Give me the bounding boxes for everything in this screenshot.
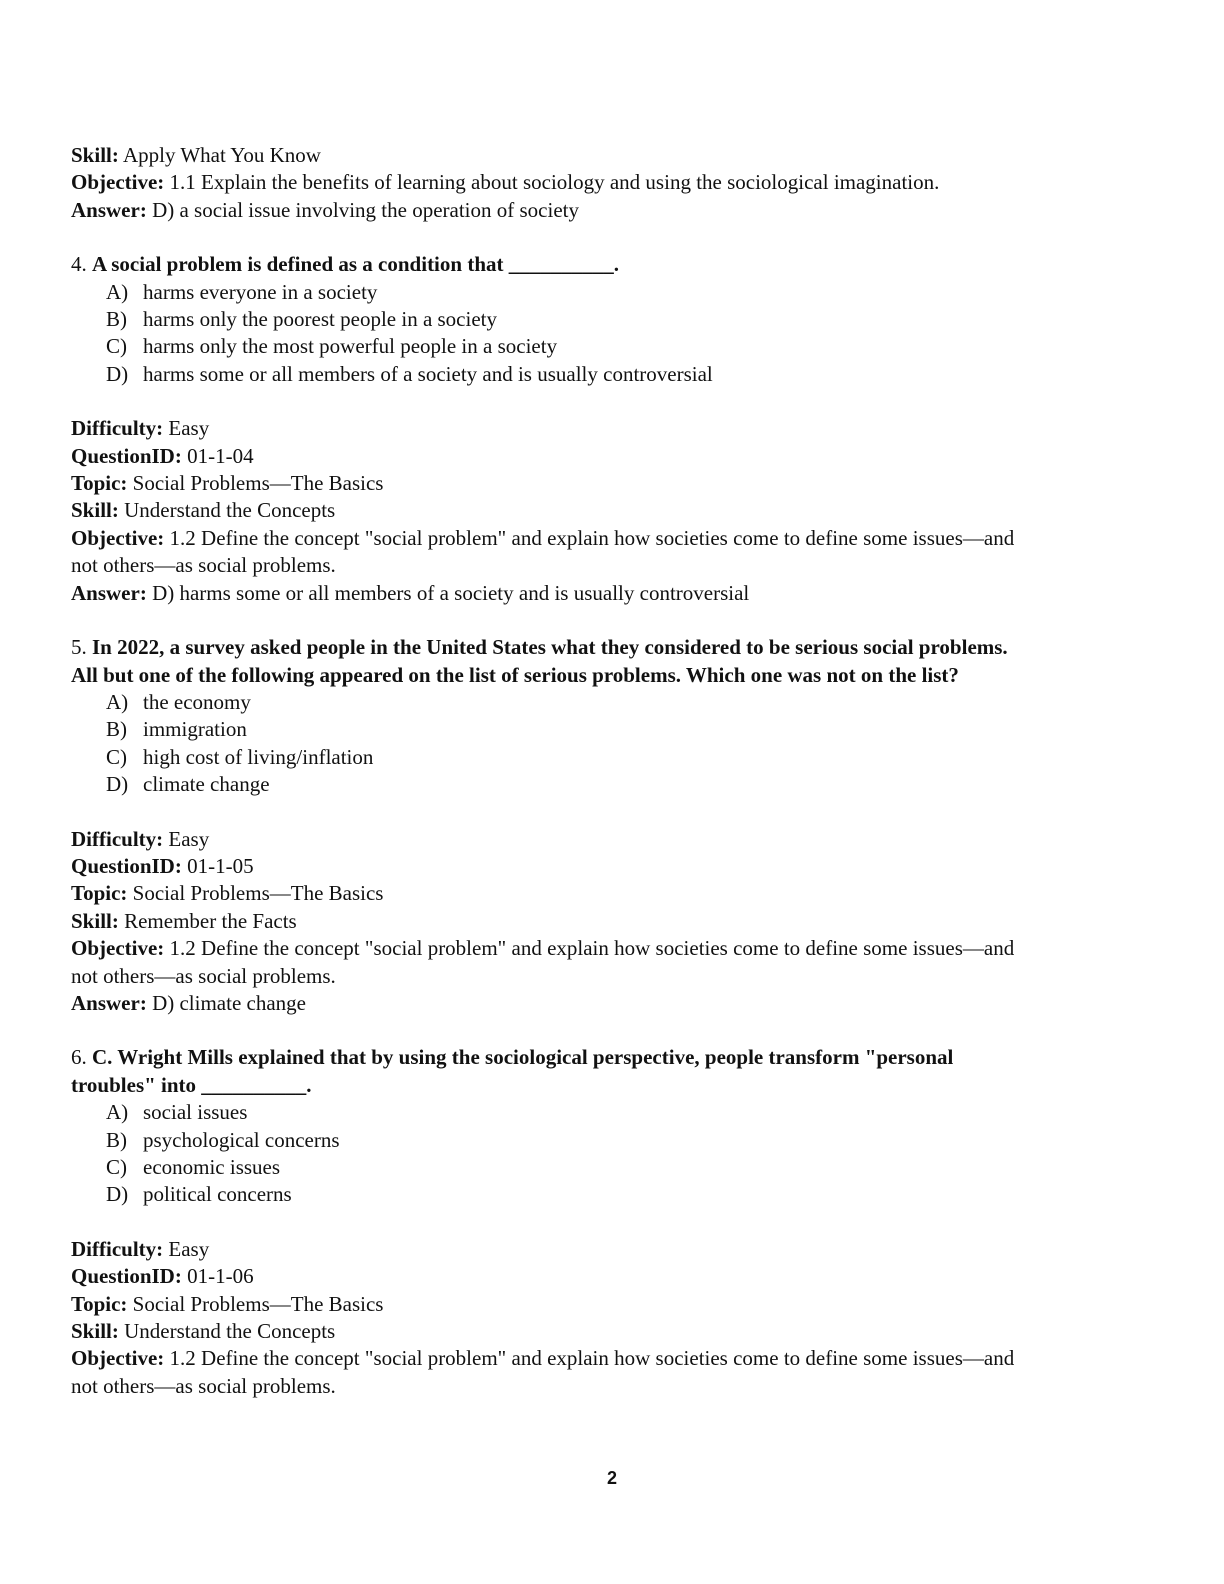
objective-continuation: not others—as social problems. <box>71 963 336 988</box>
option-b <box>106 306 1151 333</box>
objective-row <box>71 525 1151 552</box>
objective-label: Objective: <box>71 1346 165 1371</box>
answer-options <box>106 689 1151 799</box>
question-number: 6. <box>71 1045 87 1070</box>
topic-value: Social Problems—The Basics <box>132 881 384 906</box>
question-id-value: 01-1-05 <box>187 853 254 878</box>
question-5 <box>71 634 1151 1017</box>
objective-label: Objective: <box>71 525 165 550</box>
question-stem <box>71 1044 1151 1071</box>
answer-row <box>71 990 1151 1017</box>
difficulty-row <box>71 415 1151 442</box>
skill-label: Skill: <box>71 908 119 933</box>
difficulty-value: Easy <box>168 826 210 851</box>
option-c <box>106 1154 1151 1181</box>
question-text-continuation: troubles" into __________. <box>71 1072 312 1097</box>
skill-row <box>71 497 1151 524</box>
skill-value: Understand the Concepts <box>124 1319 336 1344</box>
option-text: harms only the poorest people in a society <box>143 307 497 332</box>
question-id-label: QuestionID: <box>71 443 182 468</box>
topic-row <box>71 470 1151 497</box>
objective-label: Objective: <box>71 936 165 961</box>
option-letter: C) <box>106 1155 127 1179</box>
page-content <box>71 142 1151 1400</box>
topic-value: Social Problems—The Basics <box>132 471 384 496</box>
objective-row <box>71 1345 1151 1372</box>
objective-row <box>71 169 1151 196</box>
objective-continuation: not others—as social problems. <box>71 1373 336 1398</box>
question-metadata <box>71 826 1151 1018</box>
question-number: 5. <box>71 635 87 660</box>
option-text: climate change <box>143 772 270 797</box>
skill-row <box>71 142 1151 169</box>
question-metadata <box>71 1236 1151 1400</box>
option-b <box>106 1127 1151 1154</box>
answer-row <box>71 580 1151 607</box>
page-number: 2 <box>606 1468 617 1488</box>
skill-value: Apply What You Know <box>122 143 321 167</box>
option-text: social issues <box>143 1100 248 1125</box>
objective-value: 1.2 Define the concept "social problem" and explain how societies come to define some issues—and <box>169 525 1015 550</box>
skill-row <box>71 908 1151 935</box>
option-text: economic issues <box>143 1155 281 1179</box>
option-text: political concerns <box>143 1182 292 1207</box>
question-id-value: 01-1-06 <box>187 1264 254 1289</box>
question-id-row <box>71 1263 1151 1290</box>
question-text: A social problem is defined as a condition that __________. <box>92 252 619 277</box>
option-b <box>106 716 1151 743</box>
option-text: immigration <box>143 717 247 742</box>
answer-label: Answer: <box>71 990 147 1015</box>
option-letter: D) <box>106 772 129 797</box>
difficulty-row <box>71 826 1151 853</box>
topic-value: Social Problems—The Basics <box>132 1291 384 1316</box>
difficulty-value: Easy <box>168 1236 210 1261</box>
option-text: harms everyone in a society <box>143 279 378 304</box>
option-letter: A) <box>106 689 129 714</box>
difficulty-label: Difficulty: <box>71 416 164 441</box>
answer-value: D) a social issue involving the operation of society <box>152 197 579 222</box>
question-id-row <box>71 443 1151 470</box>
answer-options <box>106 279 1151 389</box>
option-c <box>106 744 1151 771</box>
skill-value: Understand the Concepts <box>124 498 336 523</box>
question-id-label: QuestionID: <box>71 1264 182 1289</box>
skill-value: Remember the Facts <box>124 908 297 933</box>
question-id-label: QuestionID: <box>71 853 182 878</box>
objective-continuation: not others—as social problems. <box>71 553 336 578</box>
option-letter: C) <box>106 744 127 769</box>
answer-label: Answer: <box>71 580 147 605</box>
skill-label: Skill: <box>71 143 119 167</box>
option-letter: A) <box>106 1100 129 1125</box>
option-text: the economy <box>143 689 251 714</box>
skill-row <box>71 1318 1151 1345</box>
question-id-row <box>71 853 1151 880</box>
question-metadata <box>71 415 1151 607</box>
question-4 <box>71 251 1151 607</box>
topic-label: Topic: <box>71 471 128 496</box>
option-d <box>106 1181 1151 1208</box>
question-text: C. Wright Mills explained that by using the sociological perspective, people transform "personal <box>92 1045 954 1070</box>
objective-label: Objective: <box>71 170 165 195</box>
objective-value: 1.2 Define the concept "social problem" and explain how societies come to define some issues—and <box>169 1346 1015 1371</box>
option-a <box>106 1099 1151 1126</box>
option-text: harms only the most powerful people in a society <box>143 334 558 359</box>
answer-label: Answer: <box>71 197 147 222</box>
option-letter: C) <box>106 334 127 359</box>
topic-row <box>71 1291 1151 1318</box>
question-stem <box>71 634 1151 661</box>
difficulty-row <box>71 1236 1151 1263</box>
objective-value: 1.2 Define the concept "social problem" and explain how societies come to define some issues—and <box>169 936 1015 961</box>
answer-value: D) climate change <box>152 990 306 1015</box>
option-d <box>106 361 1151 388</box>
answer-row <box>71 197 1151 224</box>
option-a <box>106 689 1151 716</box>
skill-label: Skill: <box>71 1319 119 1344</box>
question-id-value: 01-1-04 <box>187 443 254 468</box>
option-letter: A) <box>106 279 129 304</box>
objective-row <box>71 935 1151 962</box>
skill-label: Skill: <box>71 498 119 523</box>
option-letter: D) <box>106 361 129 386</box>
answer-options <box>106 1099 1151 1209</box>
question-text-continuation: All but one of the following appeared on the list of serious problems. Which one was not on the list? <box>71 662 959 687</box>
option-a <box>106 279 1151 306</box>
answer-value: D) harms some or all members of a society and is usually controversial <box>152 580 750 605</box>
option-text: psychological concerns <box>143 1127 340 1152</box>
question-6 <box>71 1044 1151 1400</box>
question-stem <box>71 251 1151 278</box>
option-d <box>106 771 1151 798</box>
option-letter: B) <box>106 1127 127 1152</box>
option-text: harms some or all members of a society and is usually controversial <box>143 361 713 386</box>
question-text: In 2022, a survey asked people in the United States what they considered to be serious social problems. <box>92 635 1008 660</box>
difficulty-value: Easy <box>168 416 210 441</box>
option-c <box>106 333 1151 360</box>
previous-question-metadata <box>71 142 1151 224</box>
topic-label: Topic: <box>71 1291 128 1316</box>
option-text: high cost of living/inflation <box>143 744 374 769</box>
option-letter: B) <box>106 307 127 332</box>
option-letter: B) <box>106 717 127 742</box>
difficulty-label: Difficulty: <box>71 1236 164 1261</box>
objective-value: 1.1 Explain the benefits of learning about sociology and using the sociological imagination. <box>169 170 940 195</box>
topic-label: Topic: <box>71 881 128 906</box>
question-number: 4. <box>71 252 87 277</box>
difficulty-label: Difficulty: <box>71 826 164 851</box>
topic-row <box>71 880 1151 907</box>
option-letter: D) <box>106 1182 129 1207</box>
